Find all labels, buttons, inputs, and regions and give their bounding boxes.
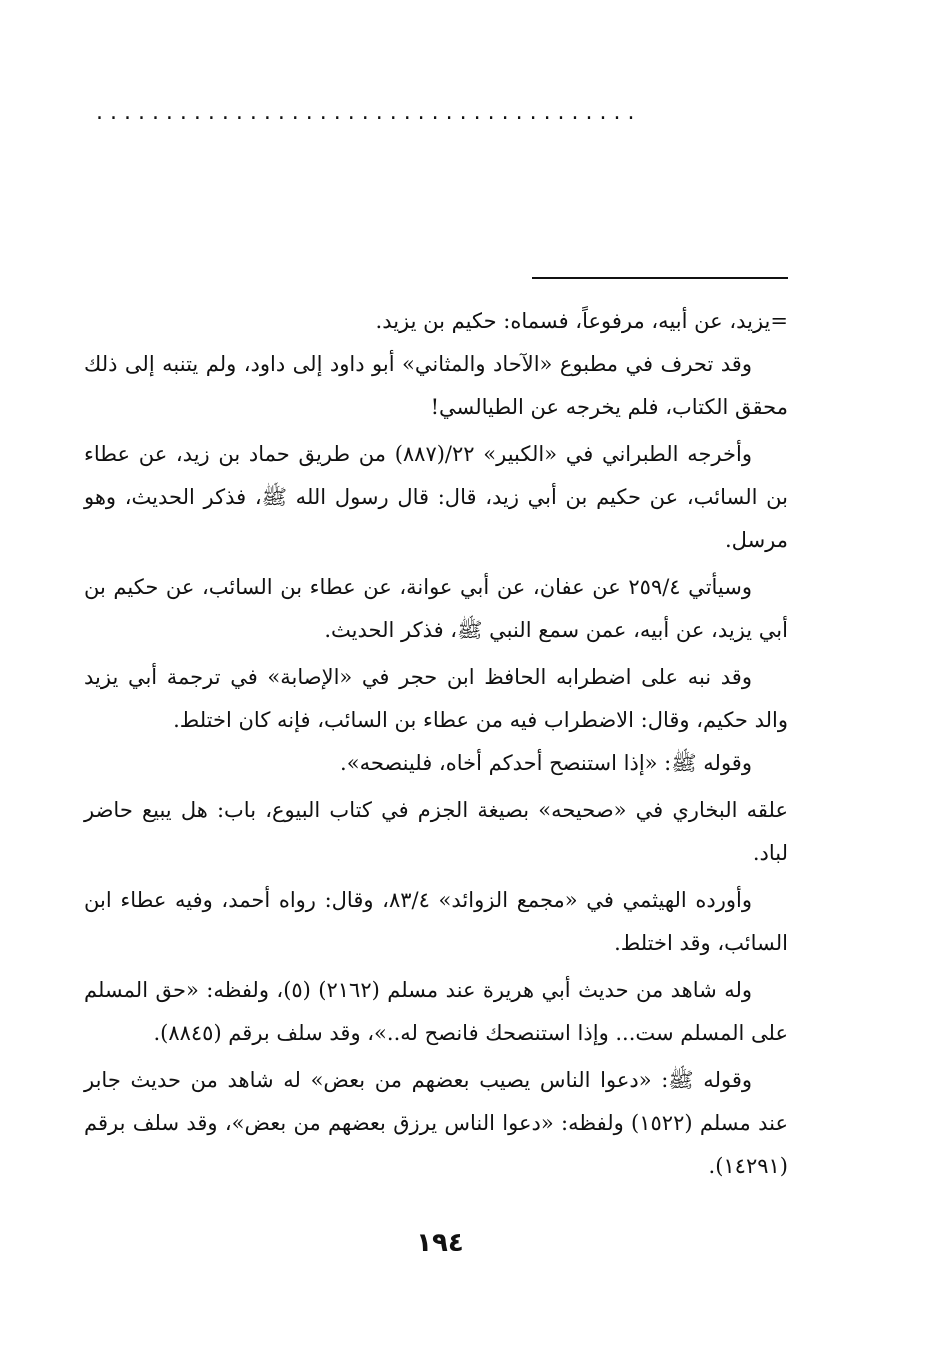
footnote-paragraph: =يزيد، عن أبيه، مرفوعاً، فسماه: حكيم بن يزيد. bbox=[375, 309, 788, 333]
footnote-paragraph: وقوله ﷺ: «دعوا الناس يصيب بعضهم من بعض» له شاهد من حديث جابر عند مسلم (١٥٢٢) ولفظه: «دعوا الناس يرزق بعضهم من بعض»، وقد سلف برقم (١٤٢٩١). bbox=[84, 1068, 788, 1178]
footnote-paragraph: وقد نبه على اضطرابه الحافظ ابن حجر في «الإصابة» في ترجمة أبي يزيد والد حكيم، وقال: الاضطراب فيه من عطاء بن السائب، فإنه كان اختلط. bbox=[84, 665, 788, 732]
page-number: ١٩٤ bbox=[416, 1228, 464, 1258]
footnote-paragraph: وله شاهد من حديث أبي هريرة عند مسلم (٢١٦٢) (٥)، ولفظه: «حق المسلم على المسلم ست... وإذا استنصحك فانصح له..»، وقد سلف برقم (٨٨٤٥). bbox=[84, 978, 788, 1045]
footnote-paragraph: وأخرجه الطبراني في «الكبير» ٢٢/(٨٨٧) من طريق حماد بن زيد، عن عطاء بن السائب، عن حكيم بن أبي زيد، قال: قال رسول الله ﷺ، فذكر الحديث، وهو مرسل. bbox=[84, 442, 788, 552]
section-separator-dots: . . . . . . . . . . . . . . . . . . . . . . . . . . . . . . . . . . . . . . . bbox=[96, 100, 635, 125]
footnote-paragraph: وأورده الهيثمي في «مجمع الزوائد» ٨٣/٤، وقال: رواه أحمد، وفيه عطاء ابن السائب، وقد اختلط. bbox=[84, 888, 788, 955]
footnotes-block bbox=[84, 300, 788, 1188]
footnote-separator-rule bbox=[532, 277, 788, 279]
footnote-paragraph: وقوله ﷺ: «إذا استنصح أحدكم أخاه، فلينصحه». bbox=[340, 751, 752, 775]
footnote-paragraph: وسيأتي ٢٥٩/٤ عن عفان، عن أبي عوانة، عن عطاء بن السائب، عن حكيم بن أبي يزيد، عن أبيه، عمن سمع النبي ﷺ، فذكر الحديث. bbox=[84, 575, 788, 642]
footnote-paragraph: وقد تحرف في مطبوع «الآحاد والمثاني» أبو داود إلى داود، ولم يتنبه إلى ذلك محقق الكتاب، فلم يخرجه عن الطيالسي! bbox=[84, 352, 788, 419]
footnote-paragraph: علقه البخاري في «صحيحه» بصيغة الجزم في كتاب البيوع، باب: هل يبيع حاضر لباد. bbox=[84, 798, 788, 865]
